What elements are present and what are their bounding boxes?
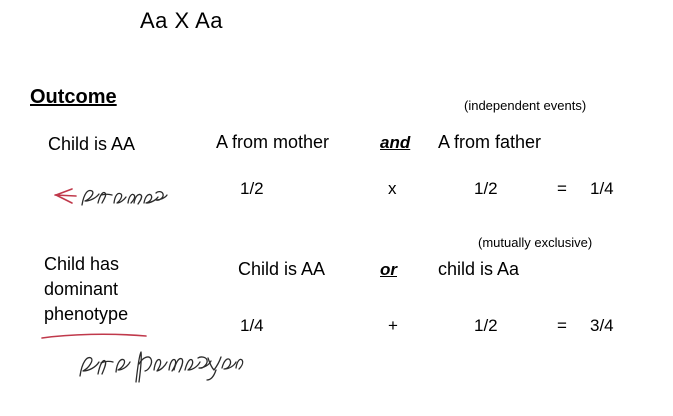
outcome-2-equals-sign: = — [557, 316, 567, 335]
handwritten-annotation-phenotype-icon — [40, 330, 250, 390]
outcome-1-left-probability: 1/2 — [240, 179, 264, 198]
outcome-heading: Outcome — [30, 86, 117, 108]
outcome-1-left-event: A from mother — [216, 132, 330, 152]
handwritten-annotation-genotype-icon — [52, 183, 182, 223]
outcome-1-label: Child is AA — [48, 134, 136, 154]
outcome-2-operator: + — [388, 316, 398, 335]
note-mutually-exclusive: (mutually exclusive) — [478, 235, 593, 250]
outcome-2-left-probability: 1/4 — [240, 316, 264, 335]
outcome-2-result: 3/4 — [590, 316, 614, 335]
outcome-2-right-event: child is Aa — [438, 259, 520, 279]
outcome-1-right-event: A from father — [438, 132, 542, 152]
outcome-1-operator: x — [388, 179, 397, 198]
outcome-2-left-event: Child is AA — [238, 259, 326, 279]
outcome-2-connector: or — [380, 260, 397, 279]
note-independent-events: (independent events) — [464, 98, 587, 113]
outcome-1-connector: and — [380, 133, 411, 152]
outcome-2-right-probability: 1/2 — [474, 316, 498, 335]
outcome-2-label: Child has dominant phenotype — [44, 254, 129, 324]
cross-title: Aa X Aa — [140, 8, 224, 33]
outcome-1-equals-sign: = — [557, 179, 567, 198]
outcome-1-right-probability: 1/2 — [474, 179, 498, 198]
outcome-1-result: 1/4 — [590, 179, 614, 198]
